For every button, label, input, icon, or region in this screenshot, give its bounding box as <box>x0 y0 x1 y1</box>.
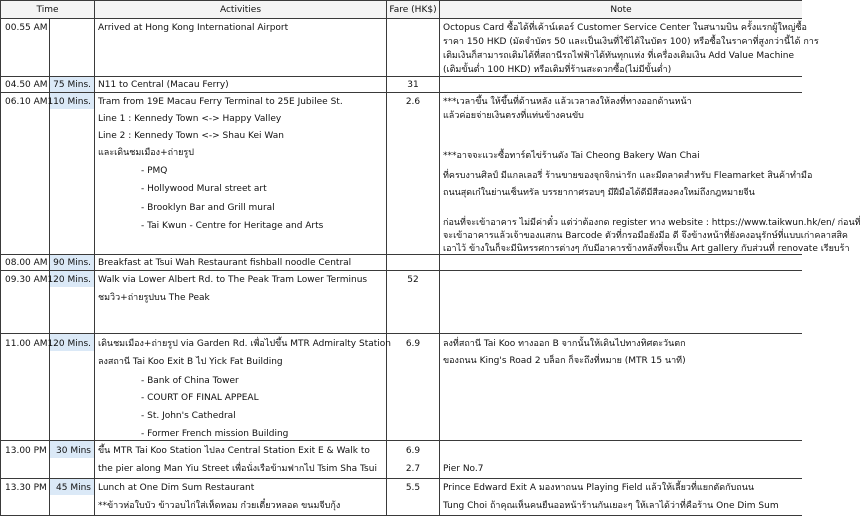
activity-line: Line 1 : Kennedy Town <-> Happy Valley <box>98 114 282 124</box>
note-line: เอาไว้ ข้างในก็จะมีนิทรรศการต่างๆ กับมีอาคารข้างหลังที่จะเป็น Art gallery กับส่วนที่ renovate เรียบร้า <box>443 244 850 254</box>
note-line: ***เวลาขึ้น ให้ขึ้นที่ด้านหลัง แล้วเวลาลงให้ลงที่ทางออกด้านหน้า <box>443 97 692 107</box>
row-time: 04.50 AM <box>5 80 48 90</box>
activity-line: Breakfast at Tsui Wah Restaurant fishball noodle Central <box>98 258 352 268</box>
activity-line: - Tai Kwun - Centre for Heritage and Arts <box>141 221 324 231</box>
note-line: เติมเงินก็สามารถเติมได้ที่สถานีรถไฟฟ้าได้ทันทุกแห่ง ที่เครื่องเติมเงิน Add Value Machine <box>443 51 795 61</box>
activity-line: เดินชมเมือง+ถ่ายรูป via Garden Rd. เพื่อไปขึ้น MTR Admiralty Station <box>98 339 391 349</box>
note-line: Tung Choi ถ้าคุณเห็นคนยืนออหน้าร้านกันเยอะๆ ให้เลาได้ว่าที่คือร้าน One Dim Sum <box>443 501 779 511</box>
note-line: ลงที่สถานี Tai Koo ทางออก B จากนั้นให้เดินไปทางทิศตะวันตก <box>443 339 686 349</box>
activity-line: ชมวิว+ถ่ายรูปบน The Peak <box>98 293 210 303</box>
table-header <box>0 0 802 19</box>
activity-line: - St. John's Cathedral <box>141 411 236 421</box>
table-row <box>0 19 819 77</box>
row-duration: 120 Mins. <box>47 339 91 349</box>
row-fare: 6.9 <box>405 446 421 456</box>
row-duration: 110 Mins. <box>47 97 91 107</box>
activity-line: ลงสถานี Tai Koo Exit B ไป Yick Fat Building <box>98 357 283 367</box>
activity-line: - Bank of China Tower <box>141 376 239 386</box>
note-line: Octopus Card ซื้อได้ที่เค้าน์เตอร์ Customer Service Center ในสนามบิน ครั้งแรกผู้ใหญ่ซื้อ <box>443 23 807 33</box>
activity-line: ขึ้น MTR Tai Koo Station ไปลง Central Station Exit E & Walk to <box>98 446 370 456</box>
table-row <box>0 479 802 516</box>
note-line: ก่อนที่จะเข้าอาคาร ไม่มีค่าตั๋ว แต่ว่าต้องกด register ทาง website : https://www.taikwun.hk/en/ ก่อนที่ <box>443 218 861 228</box>
note-line: (เติมขั้นต่ำ 100 HKD) หรือเติมที่ร้านสะดวกซื้อ(ไม่มีขั้นต่ำ) <box>443 65 672 75</box>
table-row <box>0 93 861 255</box>
row-time: 13.00 PM <box>5 446 47 456</box>
note-line: ***อาจจะแวะซื้อทาร์ตไข่ร้านดัง Tai Cheong Bakery Wan Chai <box>443 151 700 161</box>
row-time: 06.10 AM <box>5 97 48 107</box>
row-time: 11.00 AM <box>5 339 48 349</box>
note-line: ราคา 150 HKD (มัดจำบัตร 50 และเป็นเงินที่ใช้ได้ในบัตร 100) หรือซื้อในราคาที่สูงกว่านี้ได้ การ <box>443 37 819 47</box>
row-duration: 120 Mins. <box>47 275 91 285</box>
row-duration: 90 Mins. <box>53 258 91 268</box>
row-time: 09.30 AM <box>5 275 48 285</box>
table-row <box>0 255 802 271</box>
activity-line: Walk via Lower Albert Rd. to The Peak Tram Lower Terminus <box>98 275 368 285</box>
row-duration: 45 Mins <box>56 483 91 493</box>
activity-line: Arrived at Hong Kong International Airport <box>98 23 289 33</box>
activity-line: the pier along Man Yiu Street เพื่อนั่งเรือข้ามฟากไป Tsim Sha Tsui <box>98 464 377 474</box>
header-note: Note <box>610 5 632 15</box>
header-time: Time <box>0 1 95 18</box>
row-fare: 6.9 <box>405 339 421 349</box>
header-fare: Fare (HK$) <box>387 1 440 18</box>
row-time: 08.00 AM <box>5 258 48 268</box>
activity-line: Lunch at One Dim Sum Restaurant <box>98 483 255 493</box>
activity-line: - PMQ <box>141 166 168 176</box>
activity-line: Tram from 19E Macau Ferry Terminal to 25E Jubilee St. <box>98 97 343 107</box>
activity-line: Line 2 : Kennedy Town <-> Shau Kei Wan <box>98 131 284 141</box>
note-line: Pier No.7 <box>443 464 484 474</box>
row-duration: 75 Mins. <box>53 80 91 90</box>
note-line: ที่ครบงานศิลป์ มีแกลเลอรี่ ร้านขายของจุกจิกน่ารัก และมีตลาดสำหรับ Fleamarket สินค้าทำมือ <box>443 171 813 181</box>
row-fare: 52 <box>407 275 419 285</box>
activity-line: - Brooklyn Bar and Grill mural <box>141 203 275 213</box>
note-line: ถนนสุดเก๋ในย่านเซ็นทรัล บรรยากาศรอบๆ มีฝีมือได้ดีมีสีสองคงใหม่ถึงกฎหมายจีน <box>443 188 755 198</box>
row-time: 00.55 AM <box>5 23 48 33</box>
row-time: 13.30 PM <box>5 483 47 493</box>
table-row <box>0 77 802 93</box>
table-row <box>0 334 802 441</box>
note-line: Prince Edward Exit A มองหาถนน Playing Field แล้วให้เลี้ยวที่แยกตัดกับถนน <box>443 483 755 493</box>
activity-line: N11 to Central (Macau Ferry) <box>98 80 229 90</box>
activity-line: **ข้าวห่อใบบัว ข้าวอบไก่ใส่เห็ดหอม ก๋วยเตี๋ยวหลอด ขนมจีบกุ้ง <box>98 501 341 511</box>
activity-line: - Former French mission Building <box>141 429 289 439</box>
row-fare: 2.7 <box>405 464 421 474</box>
header-activities: Activities <box>95 1 387 18</box>
table-row <box>0 441 802 479</box>
row-fare: 2.6 <box>405 97 421 107</box>
activity-line: - COURT OF FINAL APPEAL <box>141 393 259 403</box>
note-line: จะเข้าอาคารแล้วเจ้าของแสกน Barcode ตัวที่กรอมือยังมีอ ดี จึงข้างหน้าที่ยังคงอนุรักษ์ที่แบบเก่าคลาสสิค <box>443 231 848 241</box>
note-line: ของถนน King's Road 2 บล็อก ก็จะถึงที่หมาย (MTR 15 นาที) <box>443 356 686 366</box>
activity-line: - Hollywood Mural street art <box>141 184 267 194</box>
activity-line: และเดินชมเมือง+ถ่ายรูป <box>98 148 194 158</box>
row-fare: 5.5 <box>405 483 421 493</box>
row-fare: 31 <box>407 80 419 90</box>
table-row <box>0 271 802 334</box>
note-line: แล้วค่อยจ่ายเงินตรงที่แท่นข้างคนขับ <box>443 111 584 121</box>
row-duration: 30 Mins <box>56 446 91 456</box>
